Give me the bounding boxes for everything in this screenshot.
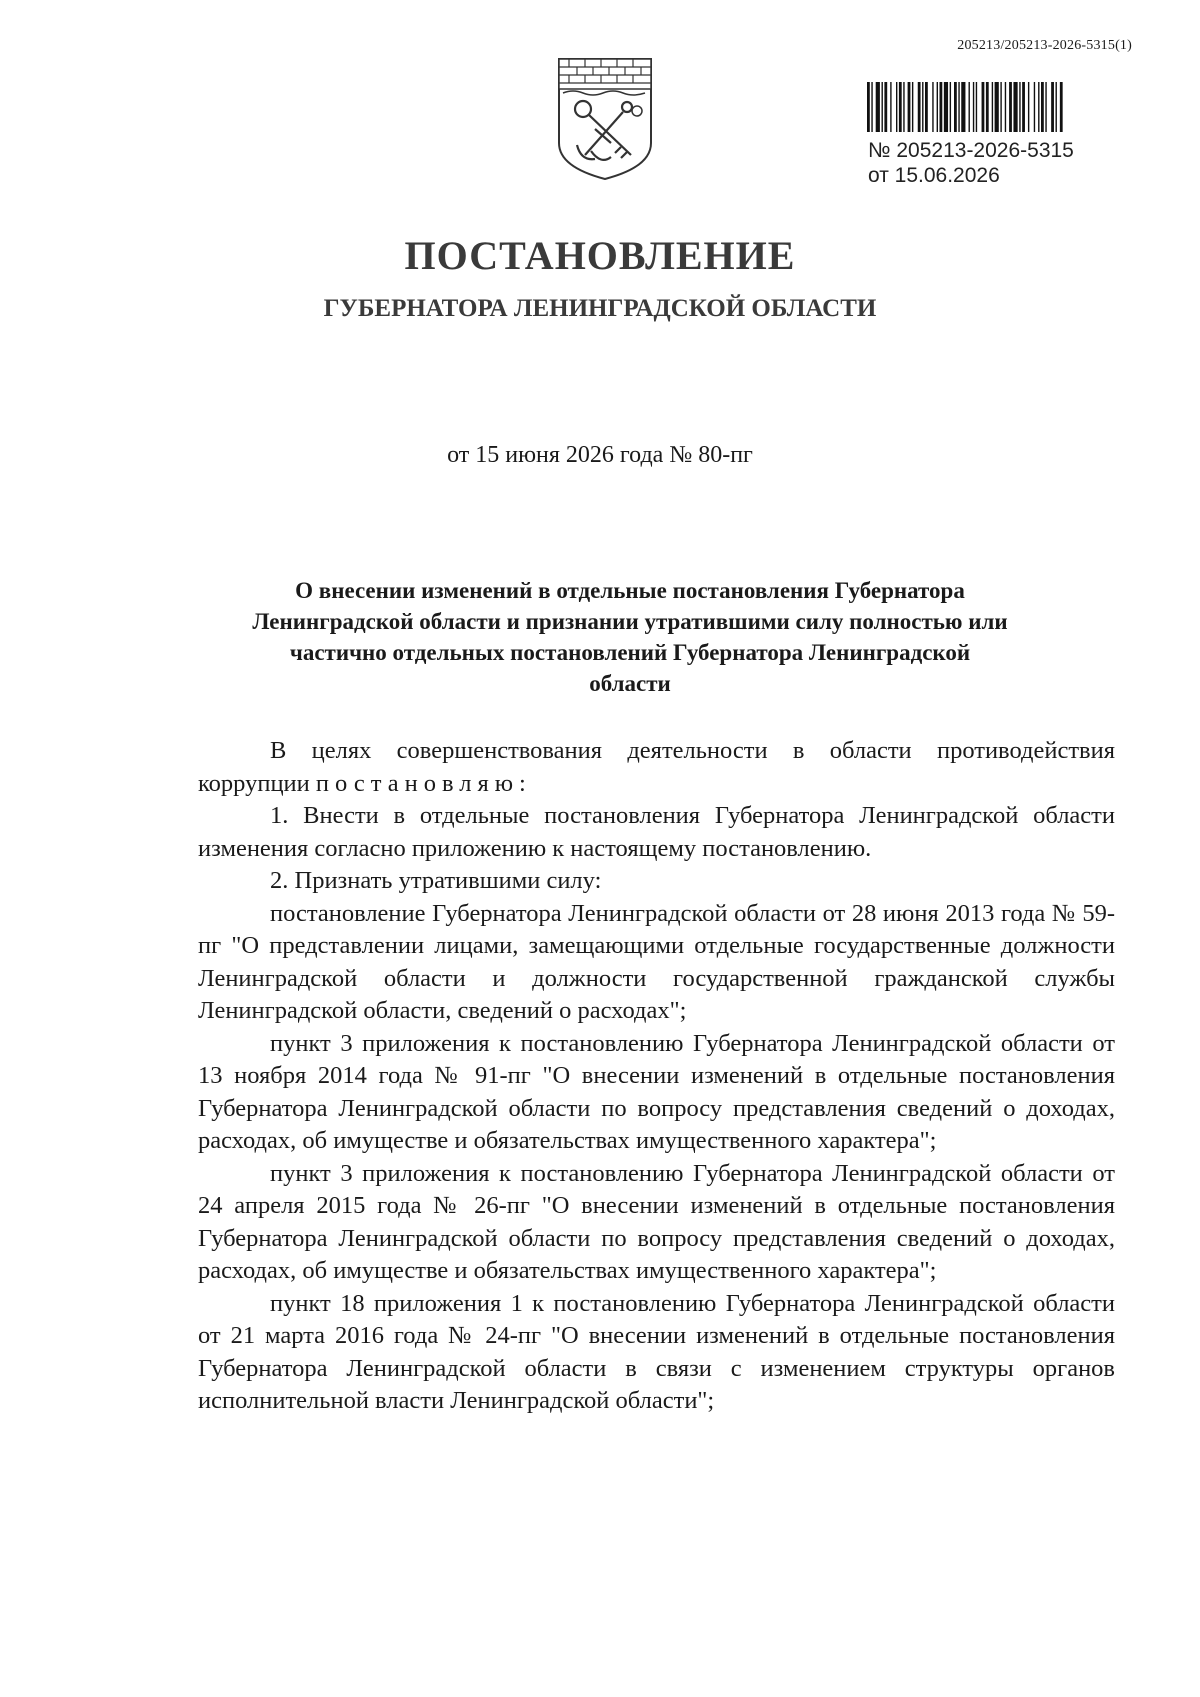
barcode-bar [932, 82, 933, 132]
barcode-bar [912, 82, 913, 132]
registration-date: от 15.06.2026 [868, 164, 1000, 187]
barcode-bar [954, 82, 957, 132]
barcode-bar [958, 82, 959, 132]
registration-number: № 205213-2026-5315 [868, 139, 1074, 162]
intro-text: В целях совершенствования деятельности в области противодействия коррупции [198, 737, 1115, 797]
barcode-bar [944, 82, 948, 132]
repeal-entry-2: пункт 3 приложения к постановлению Губернатора Ленинградской области от 13 ноября 2014 года № 91-пг "О внесении изменений в отдельные постановления Губернатора Ленинградской области по вопросу представления сведений о доходах, расходах, об имуществе и обязательствах имущественного характера"; [198, 1029, 1115, 1154]
barcode-bar [982, 82, 985, 132]
barcode-bar [882, 82, 883, 132]
repeal-entry-1: постановление Губернатора Ленинградской области от 28 июня 2013 года № 59-пг "О представлении лицами, замещающими отдельные государственные должности Ленинградской области и должности государственной гражданской службы Ленинградской области, сведений о расходах"; [198, 899, 1115, 1024]
barcode-bar [1060, 82, 1063, 132]
barcode-bar [961, 82, 965, 132]
barcode-bar [995, 82, 999, 132]
document-title: ПОСТАНОВЛЕНИЕ [404, 233, 796, 278]
barcode-bar [1009, 82, 1012, 132]
barcode-bar [1019, 82, 1020, 132]
document-body [198, 735, 1115, 1418]
coat-of-arms-icon [555, 55, 655, 183]
barcode-icon [867, 82, 1122, 132]
barcode-bar [1051, 82, 1054, 132]
item-1: 1. Внести в отдельные постановления Губернатора Ленинградской области изменения согласно приложению к настоящему постановлению. [198, 802, 1115, 862]
barcode-bar [950, 82, 951, 132]
registration-block [868, 138, 1074, 188]
barcode-bar [1005, 82, 1006, 132]
barcode-bar [876, 82, 880, 132]
barcode-bar [1041, 82, 1044, 132]
barcode-bar [871, 82, 872, 132]
document-date-number: от 15 июня 2026 года № 80-пг [447, 442, 753, 468]
barcode-bar [896, 82, 897, 132]
barcode-bar [925, 82, 928, 132]
barcode-bar [976, 82, 977, 132]
barcode-bar [992, 82, 993, 132]
document-subtitle: ГУБЕРНАТОРА ЛЕНИНГРАДСКОЙ ОБЛАСТИ [323, 295, 877, 322]
barcode-bar [884, 82, 887, 132]
barcode-bar [1034, 82, 1035, 132]
document-heading: О внесении изменений в отдельные постановления Губернатора Ленинградской области и признании утратившими силу полностью или частично отдельных постановлений Губернатора Ленинградской области [252, 578, 1008, 696]
intro-resolve-word: постановляю: [315, 769, 532, 797]
barcode-bar [937, 82, 938, 132]
registry-code: 205213/205213-2026-5315(1) [957, 38, 1132, 53]
barcode-bar [973, 82, 974, 132]
barcode-bar [1038, 82, 1039, 132]
barcode-bar [867, 82, 870, 132]
barcode-bar [1013, 82, 1017, 132]
barcode-bar [1022, 82, 1025, 132]
barcode-bar [899, 82, 902, 132]
barcode-bar [969, 82, 970, 132]
barcode-bar [903, 82, 904, 132]
barcode-bar [922, 82, 923, 132]
barcode-bar [1045, 82, 1046, 132]
repeal-entry-4: пункт 18 приложения 1 к постановлению Губернатора Ленинградской области от 21 марта 2016 года № 24-пг "О внесении изменений в отдельные постановления Губернатора Ленинградской области в связи с изменением структуры органов исполнительной власти Ленинградской области"; [198, 1289, 1115, 1414]
barcode-bar [908, 82, 911, 132]
barcode-bar [1028, 82, 1029, 132]
barcode-bar [1056, 82, 1057, 132]
intro-paragraph [198, 735, 1115, 800]
item-2: 2. Признать утратившими силу: [270, 867, 602, 894]
barcode-bar [918, 82, 921, 132]
barcode-bar [940, 82, 943, 132]
barcode-bar [986, 82, 989, 132]
barcode-bar [890, 82, 891, 132]
barcode-bar [1000, 82, 1001, 132]
repeal-entry-3: пункт 3 приложения к постановлению Губернатора Ленинградской области от 24 апреля 2015 года № 26-пг "О внесении изменений в отдельные постановления Губернатора Ленинградской области по вопросу представления сведений о доходах, расходах, об имуществе и обязательствах имущественного характера"; [198, 1159, 1115, 1284]
